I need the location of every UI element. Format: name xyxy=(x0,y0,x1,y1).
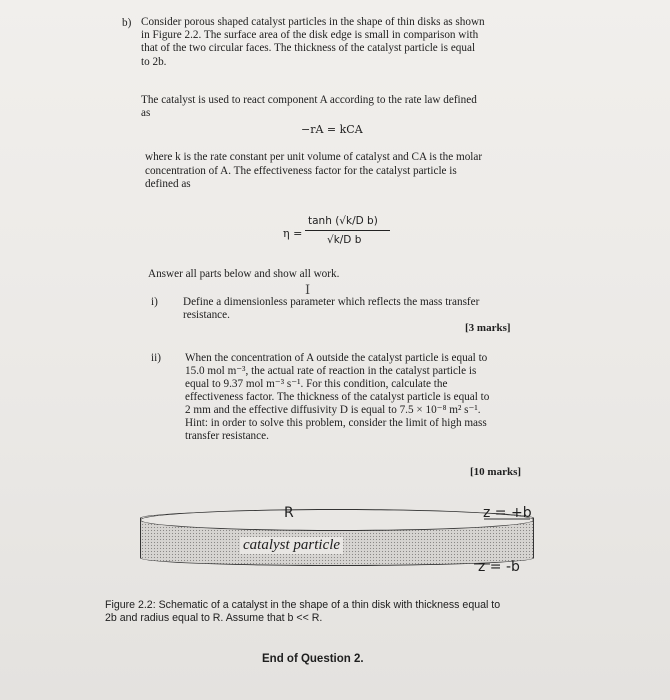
rate-law-line-2: as xyxy=(141,107,151,119)
part-ii-line-5: 2 mm and the effective diffusivity D is equal to 7.5 × 10⁻⁸ m² s⁻¹. xyxy=(185,404,481,416)
rate-law-line-1: The catalyst is used to react component A according to the rate law defined xyxy=(141,94,477,106)
intro-line-4: to 2b. xyxy=(141,56,167,68)
caption-line-1: Figure 2.2: Schematic of a catalyst in the shape of a thin disk with thickness equal to xyxy=(105,599,501,611)
definition-line-2: concentration of A. The effectiveness factor for the catalyst particle is xyxy=(145,165,457,177)
part-i-label: i) xyxy=(151,296,158,308)
caption-line-2: 2b and radius equal to R. Assume that b << R. xyxy=(105,612,323,624)
bottom-boundary-label: z = -b xyxy=(478,559,520,575)
intro-line-3: that of the two circular faces. The thickness of the catalyst particle is equal xyxy=(141,42,476,54)
question-label: b) xyxy=(122,17,132,29)
part-ii-line-6: Hint: in order to solve this problem, consider the limit of high mass xyxy=(185,417,487,429)
particle-label: catalyst particle xyxy=(240,537,343,554)
part-ii-line-4: effectiveness factor. The thickness of the catalyst particle is equal to xyxy=(185,391,490,403)
radius-label: R xyxy=(284,505,294,521)
eta-denominator: √k/D b xyxy=(327,234,362,246)
end-of-question: End of Question 2. xyxy=(262,653,364,665)
intro-line-2: in Figure 2.2. The surface area of the disk edge is small in comparison with xyxy=(141,29,479,41)
eta-symbol: η = xyxy=(283,227,303,240)
text-cursor-icon: I xyxy=(305,283,311,298)
figure-caption xyxy=(105,599,545,625)
definition-line-1: where k is the rate constant per unit volume of catalyst and CA is the molar xyxy=(145,151,483,163)
top-boundary-label: z = +b xyxy=(483,505,532,521)
disk-top-face xyxy=(140,509,534,531)
part-i-line-2: resistance. xyxy=(183,309,230,321)
part-ii-marks: [10 marks] xyxy=(470,466,522,478)
part-i-marks: [3 marks] xyxy=(465,322,511,334)
part-ii-label: ii) xyxy=(151,352,161,364)
fraction-bar xyxy=(305,230,390,231)
part-ii-line-1: When the concentration of A outside the catalyst particle is equal to xyxy=(185,352,488,364)
eta-numerator: tanh (√k/D b) xyxy=(308,215,378,227)
answer-instruction: Answer all parts below and show all work. xyxy=(148,268,340,280)
definition-line-3: defined as xyxy=(145,178,191,190)
part-ii-line-2: 15.0 mol m⁻³, the actual rate of reaction in the catalyst particle is xyxy=(185,365,477,377)
part-ii-line-7: transfer resistance. xyxy=(185,430,269,442)
part-i-line-1: Define a dimensionless parameter which reflects the mass transfer xyxy=(183,296,480,308)
intro-line-1: Consider porous shaped catalyst particles in the shape of thin disks as shown xyxy=(141,16,485,28)
rate-equation: −rA = kCA xyxy=(301,123,363,136)
part-ii-line-3: equal to 9.37 mol m⁻³ s⁻¹. For this condition, calculate the xyxy=(185,378,448,390)
